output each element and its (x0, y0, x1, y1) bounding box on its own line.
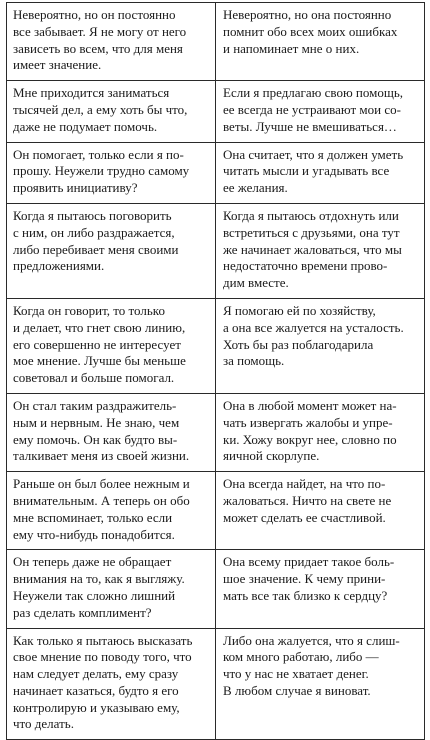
his-complaint-cell: Невероятно, но она постоянно помнит обо всех моих ошибках и напоминает мне о них. (216, 3, 425, 81)
table-row (7, 393, 425, 471)
his-complaint-cell: Когда я пытаюсь отдохнуть или встретиться с друзьями, она тут же начинает жаловаться, что мы недостаточно времени прово- дим вместе. (216, 203, 425, 298)
her-complaint-cell: Он стал таким раздражитель- ным и нервным. Не знаю, чем ему помочь. Он как будто вы- талкивает меня из своей жизни. (7, 393, 216, 471)
table-row (7, 203, 425, 298)
her-complaint-cell: Невероятно, но он постоянно все забывает. Я не могу от него зависеть во всем, что для меня имеет значение. (7, 3, 216, 81)
table-row (7, 3, 425, 81)
table-row (7, 550, 425, 628)
his-complaint-cell: Она всему придает такое боль- шое значение. К чему прини- мать все так близко к сердцу? (216, 550, 425, 628)
her-complaint-cell: Он помогает, только если я по- прошу. Неужели трудно самому проявить инициативу? (7, 142, 216, 203)
his-complaint-cell: Либо она жалуется, что я слиш- ком много работаю, либо — что у нас не хватает денег. В любом случае я виноват. (216, 628, 425, 740)
her-complaint-cell: Он теперь даже не обращает внимания на то, как я выгляжу. Неужели так сложно лишний раз сделать комплимент? (7, 550, 216, 628)
his-complaint-cell: Она в любой момент может на- чать извергать жалобы и упре- ки. Хожу вокруг нее, словно по яичной скорлупе. (216, 393, 425, 471)
table-row (7, 628, 425, 740)
her-complaint-cell: Когда он говорит, то только и делает, что гнет свою линию, его совершенно не интересует мое мнение. Лучше бы меньше советовал и больше помогал. (7, 298, 216, 393)
table-row (7, 142, 425, 203)
table-row (7, 298, 425, 393)
his-complaint-cell: Она считает, что я должен уметь читать мысли и угадывать все ее желания. (216, 142, 425, 203)
comparison-table (6, 2, 425, 740)
his-complaint-cell: Она всегда найдет, на что по- жаловаться. Ничто на свете не может сделать ее счастливой. (216, 472, 425, 550)
her-complaint-cell: Как только я пытаюсь высказать свое мнение по поводу того, что нам следует делать, ему сразу начинает казаться, будто я его контролирую и указываю ему, что делать. (7, 628, 216, 740)
her-complaint-cell: Раньше он был более нежным и внимательным. А теперь он обо мне вспоминает, только если ему что-нибудь понадобится. (7, 472, 216, 550)
his-complaint-cell: Если я предлагаю свою помощь, ее всегда не устраивают мои со- веты. Лучше не вмешиваться… (216, 81, 425, 142)
her-complaint-cell: Мне приходится заниматься тысячей дел, а ему хоть бы что, даже не подумает помочь. (7, 81, 216, 142)
table-row (7, 81, 425, 142)
his-complaint-cell: Я помогаю ей по хозяйству, а она все жалуется на усталость. Хоть бы раз поблагодарила за помощь. (216, 298, 425, 393)
her-complaint-cell: Когда я пытаюсь поговорить с ним, он либо раздражается, либо перебивает меня своими предложениями. (7, 203, 216, 298)
table-row (7, 472, 425, 550)
